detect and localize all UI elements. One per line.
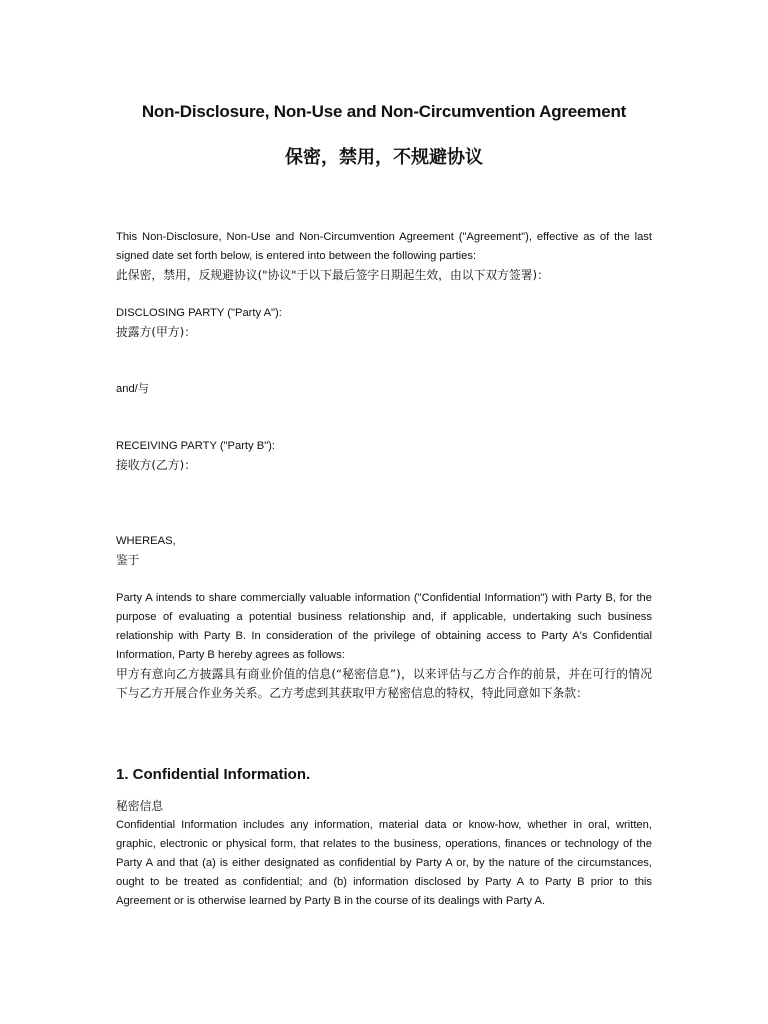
intro-text-en: This Non-Disclosure, Non-Use and Non-Circumvention Agreement ("Agreement"), effective as of the last signed date set forth below, is entered into between the following parties:: [116, 231, 652, 262]
section-1-body: Confidential Information includes any information, material data or know-how, whether in oral, written, graphic, electronic or physical form, that relates to the business, operations, finances or technology of the Party A and that (a) is either designated as confidential by Party A or, by the nature of the circumstances, ought to be treated as confidential; and (b) information disclosed by Party A to Party B prior to this Agreement or is otherwise learned by Party B in the course of its dealings with Party A.: [116, 819, 652, 907]
document-title-chinese: 保密，禁用，不规避协议: [285, 147, 483, 168]
document-title: Non-Disclosure, Non-Use and Non-Circumvention Agreement: [141, 102, 627, 121]
section-1-heading-chinese: 秘密信息: [116, 799, 164, 813]
party-b-label: RECEIVING PARTY ("Party B"):: [116, 440, 276, 452]
party-b-label-chinese: 接收方(乙方)：: [116, 458, 196, 472]
and-label: and/与: [116, 383, 149, 395]
recital-paragraph: Party A intends to share commercially valuable information ("Confidential Information") with Party B, for the purpose of evaluating a potential business relationship and, if applicable, undertaking such business relationship with Party B. In consideration of the privilege of obtaining access to Party A's Confidential Information, Party B hereby agrees as follows:: [116, 592, 652, 661]
intro-paragraph: [116, 228, 652, 266]
recital-paragraph-chinese: 甲方有意向乙方披露具有商业价值的信息(“秘密信息”)，以来评估与乙方合作的前景，并在可行的情况下与乙方开展合作业务关系。乙方考虑到其获取甲方秘密信息的特权，特此同意如下条款：: [116, 667, 652, 700]
whereas-label-chinese: 鉴于: [116, 553, 140, 567]
party-a-label-chinese: 披露方(甲方)：: [116, 325, 196, 339]
section-1-heading: 1. Confidential Information.: [116, 766, 311, 783]
party-a-label: DISCLOSING PARTY ("Party A"):: [116, 307, 282, 319]
intro-paragraph-chinese: 此保密，禁用，反规避协议("协议"于以下最后签字日期起生效，由以下双方签署)：: [116, 268, 549, 282]
whereas-label: WHEREAS,: [116, 535, 176, 547]
